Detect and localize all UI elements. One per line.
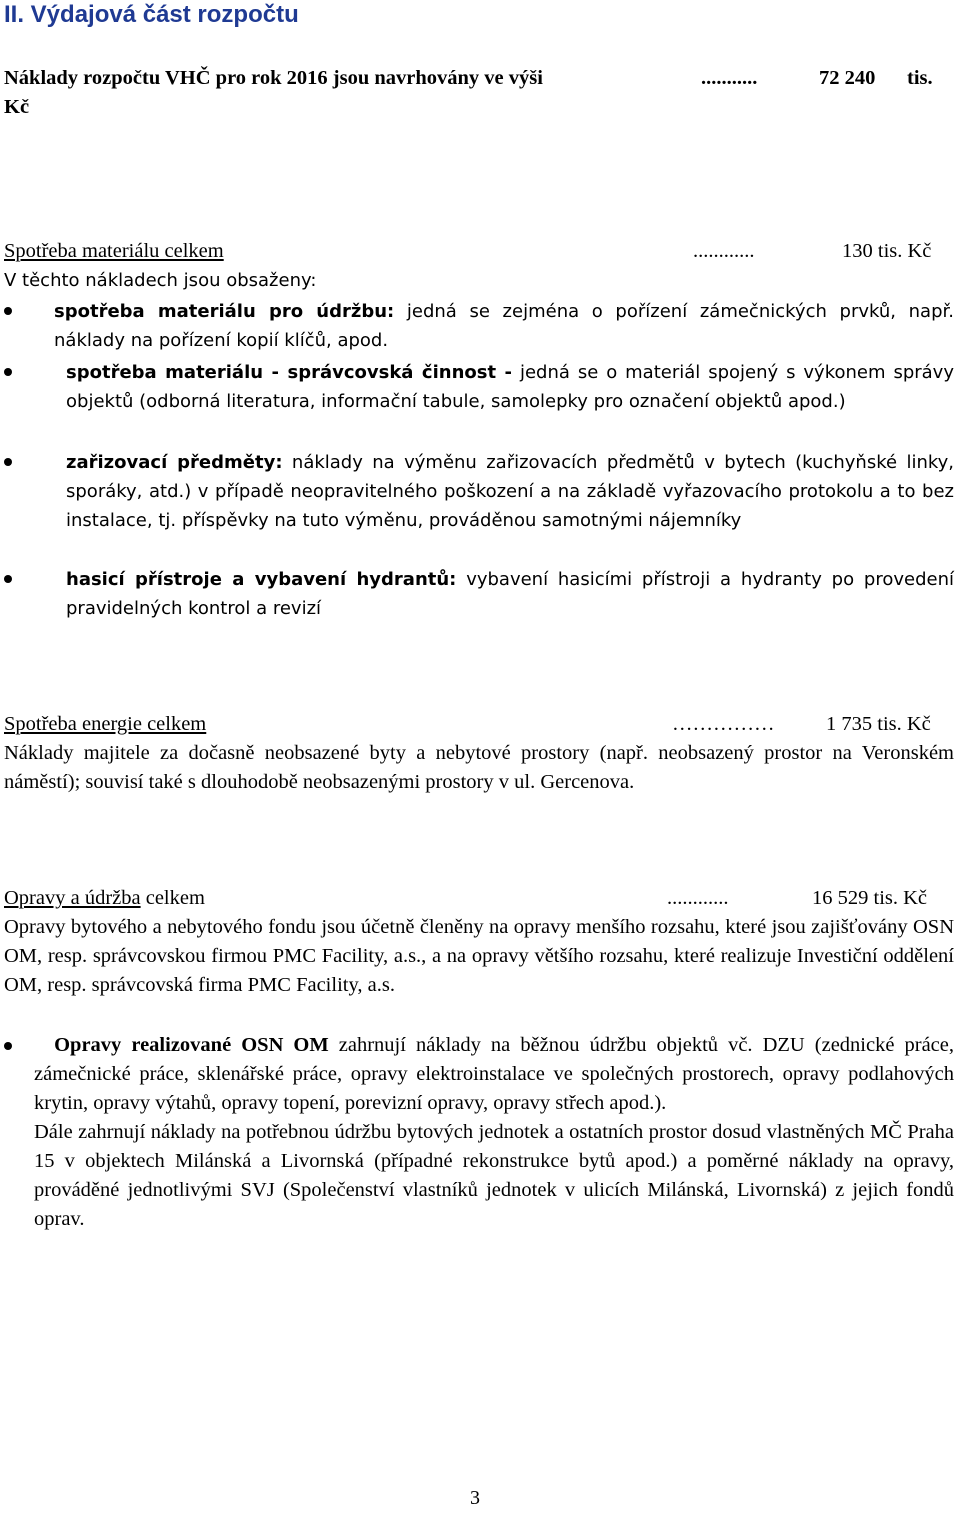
list-item — [4, 297, 954, 357]
repairs-title: Opravy a údržba celkem — [4, 887, 205, 909]
energy-dots: …………… — [672, 713, 775, 735]
material-lead: V těchto nákladech jsou obsaženy: — [4, 270, 317, 291]
list-item-rest: jedná se o materiál spojený s výkonem správy objektů (odborná literatura, informační tabule, samolepky pro označení objektů apod.) — [66, 362, 954, 412]
list-item-rest: jedná se zejména o pořízení zámečnických prvků, např. náklady na pořízení kopií klíčů, apod. — [54, 301, 954, 351]
list-item — [4, 565, 954, 625]
bullet-icon — [4, 307, 12, 315]
material-dots: ............ — [693, 240, 755, 262]
bullet-icon — [4, 575, 12, 583]
energy-amount: 1 735 tis. Kč — [826, 713, 931, 735]
budget-intro-unit: tis. — [907, 67, 933, 89]
budget-intro-text: Náklady rozpočtu VHČ pro rok 2016 jsou navrhovány ve výši — [4, 67, 543, 89]
budget-intro — [4, 64, 954, 93]
repairs-text: Opravy bytového a nebytového fondu jsou účetně členěny na opravy menšího rozsahu, které jsou zajišťovány OSN OM, resp. správcovskou firmou PMC Facility, a.s., a na opravy většího rozsahu, které realizuje Investiční oddělení OM, resp. správcovská firma PMC Facility, a.s. — [4, 916, 954, 996]
list-item — [4, 358, 954, 448]
energy-text: Náklady majitele za dočasně neobsazené byty a nebytové prostory (např. neobsazený prostor na Veronském náměstí); souvisí také s dlouhodobě neobsazenými prostory v ul. Gercenova. — [4, 742, 954, 793]
list-item-text — [66, 565, 954, 623]
repairs-dots: ............ — [667, 887, 729, 909]
list-item-bold: zařizovací předměty: — [66, 452, 283, 473]
budget-intro-amount: 72 240 — [819, 67, 876, 89]
material-title-row — [4, 237, 954, 266]
list-item-rest: náklady na výměnu zařizovacích předmětů v bytech (kuchyňské linky, sporáky, atd.) v případě neopravitelného poškození a na základě vyřazovacího protokolu a to bez instalace, tj. příspěvky na tuto výměnu, prováděnou samotnými nájemníky — [66, 452, 955, 531]
list-item-text — [66, 358, 954, 416]
list-item-rest: zahrnují náklady na běžnou údržbu objektů vč. DZU (zednické práce, zámečnické práce, sklenářské práce, opravy elektroinstalace ve společných prostorech, opravy podlahových krytin, opravy výtahů, opravy topení, porevizní opravy, opravy střech apod.). — [34, 1034, 955, 1114]
bullet-icon — [4, 368, 12, 376]
material-amount: 130 tis. Kč — [842, 240, 932, 262]
budget-intro-currency: Kč — [4, 96, 30, 118]
section-heading: II. Výdajová část rozpočtu — [4, 1, 299, 28]
list-item — [4, 448, 954, 566]
list-item-rest: vybavení hasicími přístroji a hydranty po provedení pravidelných kontrol a revizí — [66, 569, 954, 619]
list-item-text — [34, 1031, 954, 1234]
list-item-bold: spotřeba materiálu pro údržbu: — [54, 301, 395, 322]
budget-intro-dots: ........... — [701, 67, 758, 89]
list-item-text — [66, 448, 954, 535]
energy-title-row — [4, 710, 954, 739]
list-item-bold: Opravy realizované OSN OM — [54, 1034, 329, 1056]
list-item-bold: hasicí přístroje a vybavení hydrantů: — [66, 569, 457, 590]
list-item — [4, 1031, 954, 1261]
list-item-continuation: Dále zahrnují náklady na potřebnou údržbu bytových jednotek a ostatních prostor dosud vlastněných MČ Praha 15 v objektech Milánská a Livornská (případné rekonstrukce bytů apod.) a poměrné náklady na opravy, prováděné jednotlivými SVJ (Společenství vlastníků jednotek v ulicích Milánská, Livornská) z jejich fondů oprav. — [34, 1121, 954, 1230]
energy-title: Spotřeba energie celkem — [4, 713, 207, 735]
list-item-text — [54, 297, 954, 355]
list-item-bold: spotřeba materiálu - správcovská činnost - — [66, 362, 513, 383]
page-number: 3 — [470, 1487, 480, 1509]
bullet-icon — [4, 1042, 12, 1050]
bullet-icon — [4, 458, 12, 466]
repairs-amount: 16 529 tis. Kč — [812, 887, 928, 909]
material-title: Spotřeba materiálu celkem — [4, 240, 224, 262]
repairs-title-row — [4, 884, 954, 913]
